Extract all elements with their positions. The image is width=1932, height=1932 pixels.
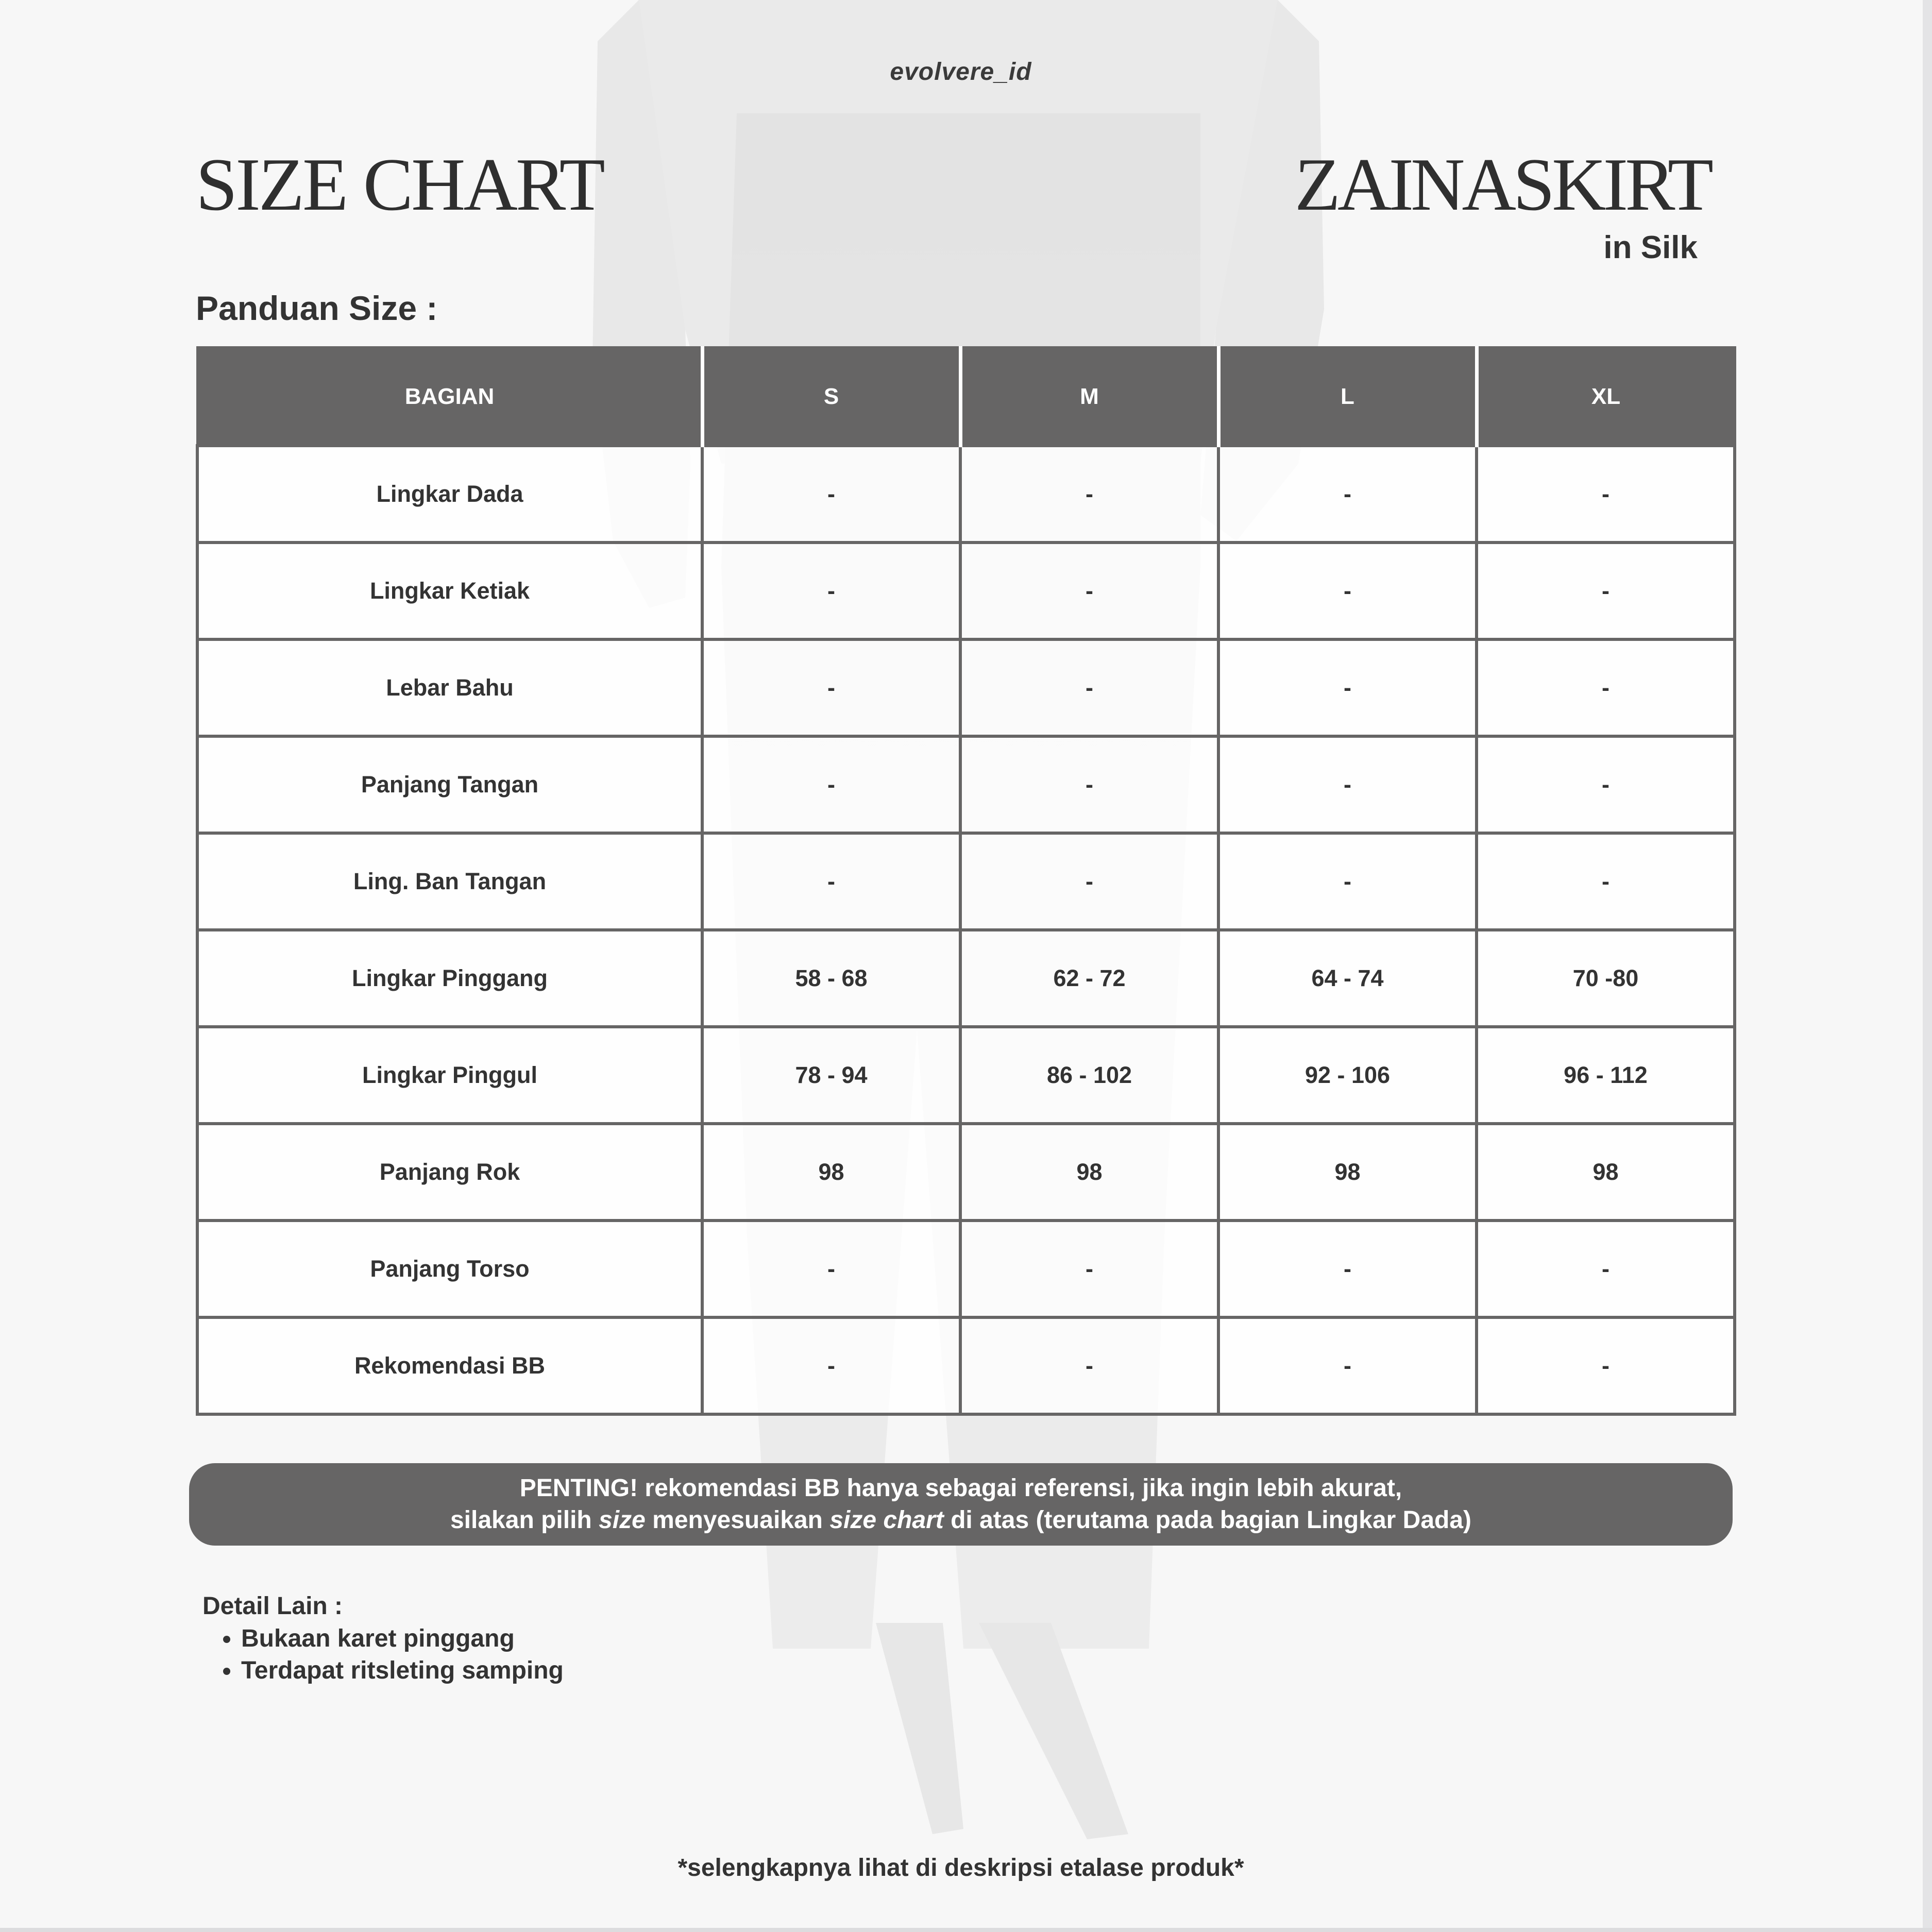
- brand-handle: evolvere_id: [890, 58, 1032, 86]
- table-row: [197, 930, 1735, 1027]
- important-notice-banner: [189, 1463, 1733, 1546]
- table-row: [197, 1317, 1735, 1414]
- table-cell: 86 - 102: [960, 1027, 1218, 1124]
- table-cell: -: [702, 736, 960, 833]
- notice-emphasis: size: [599, 1506, 646, 1534]
- footer-note: *selengkapnya lihat di deskripsi etalase produk*: [677, 1854, 1244, 1882]
- table-cell: -: [960, 543, 1218, 639]
- size-guide-heading: Panduan Size :: [196, 289, 438, 327]
- table-row: [197, 1124, 1735, 1221]
- column-header-bagian: BAGIAN: [197, 348, 702, 446]
- row-label: Lingkar Dada: [197, 446, 702, 543]
- table-row: [197, 543, 1735, 639]
- table-cell: -: [702, 1317, 960, 1414]
- table-header-row: [197, 348, 1735, 446]
- table-cell: -: [960, 1317, 1218, 1414]
- table-cell: -: [1477, 1221, 1735, 1317]
- table-row: [197, 639, 1735, 736]
- table-cell: 98: [1218, 1124, 1477, 1221]
- table-cell: 98: [1477, 1124, 1735, 1221]
- product-variant: in Silk: [1603, 230, 1698, 265]
- table-row: [197, 736, 1735, 833]
- table-cell: -: [702, 833, 960, 930]
- table-cell: -: [1218, 1221, 1477, 1317]
- notice-text: di atas (terutama pada bagian Lingkar Dada): [943, 1506, 1472, 1534]
- table-cell: -: [1218, 639, 1477, 736]
- table-cell: -: [1218, 736, 1477, 833]
- table-cell: 78 - 94: [702, 1027, 960, 1124]
- table-cell: -: [702, 1221, 960, 1317]
- table-cell: 64 - 74: [1218, 930, 1477, 1027]
- table-cell: 58 - 68: [702, 930, 960, 1027]
- row-label: Lebar Bahu: [197, 639, 702, 736]
- table-cell: 92 - 106: [1218, 1027, 1477, 1124]
- table-cell: -: [1477, 833, 1735, 930]
- table-cell: -: [960, 736, 1218, 833]
- notice-emphasis: size chart: [829, 1506, 944, 1534]
- column-header-s: S: [702, 348, 960, 446]
- row-label: Lingkar Pinggul: [197, 1027, 702, 1124]
- table-cell: -: [960, 639, 1218, 736]
- column-header-m: M: [960, 348, 1218, 446]
- list-item: • Bukaan karet pinggang: [241, 1623, 564, 1655]
- row-label: Lingkar Pinggang: [197, 930, 702, 1027]
- table-cell: 96 - 112: [1477, 1027, 1735, 1124]
- list-item: • Terdapat ritsleting samping: [241, 1655, 564, 1687]
- size-table: [196, 346, 1736, 1416]
- table-cell: -: [960, 833, 1218, 930]
- row-label: Panjang Rok: [197, 1124, 702, 1221]
- table-cell: -: [1218, 543, 1477, 639]
- row-label: Panjang Tangan: [197, 736, 702, 833]
- table-row: [197, 1027, 1735, 1124]
- row-label: Ling. Ban Tangan: [197, 833, 702, 930]
- table-cell: -: [1477, 1317, 1735, 1414]
- table-cell: -: [1218, 1317, 1477, 1414]
- column-header-l: L: [1218, 348, 1477, 446]
- table-cell: -: [1477, 736, 1735, 833]
- table-row: [197, 1221, 1735, 1317]
- product-name: ZAINASKIRT: [1294, 143, 1710, 226]
- table-cell: 70 -80: [1477, 930, 1735, 1027]
- right-edge-strip: [1923, 0, 1932, 1932]
- page-title: SIZE CHART: [196, 143, 603, 226]
- table-cell: -: [702, 639, 960, 736]
- other-details-heading: Detail Lain :: [202, 1592, 343, 1620]
- row-label: Panjang Torso: [197, 1221, 702, 1317]
- table-cell: -: [1218, 833, 1477, 930]
- table-cell: -: [960, 1221, 1218, 1317]
- notice-text: menyesuaikan: [645, 1506, 830, 1534]
- table-row: [197, 446, 1735, 543]
- column-header-xl: XL: [1477, 348, 1735, 446]
- table-cell: -: [960, 446, 1218, 543]
- table-cell: -: [1477, 543, 1735, 639]
- notice-line-1: PENTING! rekomendasi BB hanya sebagai referensi, jika ingin lebih akurat,: [519, 1475, 1402, 1502]
- row-label: Rekomendasi BB: [197, 1317, 702, 1414]
- table-cell: -: [702, 543, 960, 639]
- table-cell: 62 - 72: [960, 930, 1218, 1027]
- bottom-edge-strip: [0, 1928, 1932, 1932]
- table-cell: -: [1477, 639, 1735, 736]
- table-cell: 98: [702, 1124, 960, 1221]
- notice-text: silakan pilih: [450, 1506, 599, 1534]
- table-cell: -: [1477, 446, 1735, 543]
- other-details-list: [202, 1623, 564, 1687]
- table-cell: 98: [960, 1124, 1218, 1221]
- table-cell: -: [1218, 446, 1477, 543]
- table-row: [197, 833, 1735, 930]
- row-label: Lingkar Ketiak: [197, 543, 702, 639]
- notice-line-2: [189, 1504, 1733, 1536]
- table-cell: -: [702, 446, 960, 543]
